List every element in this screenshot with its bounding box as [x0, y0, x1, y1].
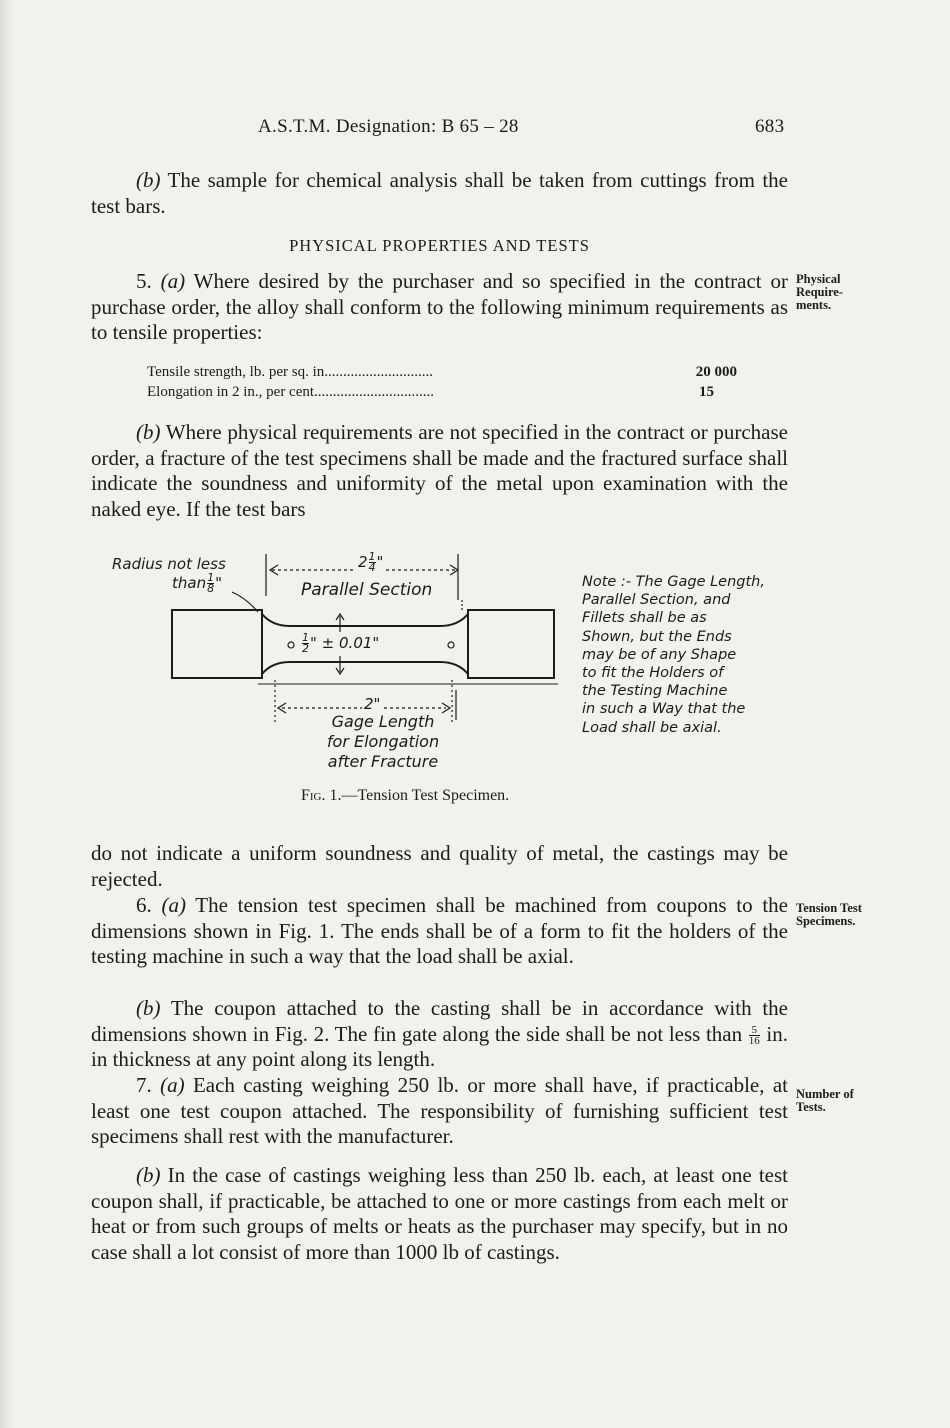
margin-note-physical-requirements: Physical Require- ments.: [796, 272, 843, 312]
item-label: (b): [136, 1163, 161, 1187]
left-grip-end: [172, 610, 262, 678]
requirement-value: 15: [699, 384, 714, 400]
fraction: $\frac{5}{16}$: [748, 1024, 760, 1048]
section-number: 7.: [136, 1073, 152, 1097]
section-number: 6.: [136, 893, 152, 917]
margin-note-tension-test-specimens: Tension Test Specimens.: [796, 901, 862, 928]
paragraph-text: Where desired by the purchaser and so specified in the contract or purchase order, the alloy shall conform to the following minimum requirements as to tensile properties:: [91, 269, 788, 345]
requirement-row: [147, 362, 737, 382]
paragraph-text: Where physical requirements are not specified in the contract or purchase order, a fracture of the test specimens shall be made and the fractured surface shall indicate the soundness and uniformity of the metal upon examination with the naked eye. If the test bars: [91, 420, 788, 521]
item-label: (a): [161, 893, 186, 917]
paragraph-5a: [91, 269, 788, 346]
requirement-row: [147, 382, 737, 402]
section-heading: PHYSICAL PROPERTIES AND TESTS: [289, 236, 590, 255]
item-label: (a): [160, 269, 186, 293]
diameter-label: $\frac{1}{2}$ " ± 0.01": [302, 631, 380, 655]
radius-label-line-2: than $\frac{1}{8}$ ": [172, 571, 222, 595]
paragraph-text: In the case of castings weighing less than 250 lb. each, at least one test coupon shall, if practicable, be attached to one or more castings from each melt or heat or from such groups of melts or heats as the purchaser may specify, but in no case shall a lot consist of more than 1000 lb of castings.: [91, 1163, 788, 1264]
right-grip-end: [468, 610, 554, 678]
item-label: (b): [136, 996, 161, 1020]
paragraph-text: Each casting weighing 250 lb. or more shall have, if practicable, at least one test coupon attached. The responsibility of furnishing sufficient test specimens shall rest with the manufacturer.: [91, 1073, 788, 1149]
item-label: (a): [160, 1073, 185, 1097]
section-number: 5.: [136, 269, 152, 293]
requirement-label: Tensile strength, lb. per sq. in.............................: [147, 364, 434, 380]
paragraph-5b-continued: do not indicate a uniform soundness and quality of metal, the castings may be rejected.: [91, 841, 788, 891]
paragraph-5b: [91, 420, 788, 522]
paragraph-text: The sample for chemical analysis shall be taken from cuttings from the test bars.: [91, 168, 788, 218]
paragraph-4b: [91, 168, 788, 219]
top-dimension-label: 2 $\frac{1}{4}$ ": [358, 550, 384, 574]
page-gutter-shadow: [0, 0, 14, 1428]
item-label: (b): [136, 420, 161, 444]
requirement-label: Elongation in 2 in., per cent................................: [147, 384, 435, 400]
figure-caption: Fig. 1.—Tension Test Specimen.: [301, 787, 510, 804]
gage-length-caption: Gage Length for Elongation after Fracture: [326, 712, 440, 771]
paragraph-7a: [91, 1073, 788, 1150]
running-header-title: A.S.T.M. Designation: B 65 – 28: [258, 116, 519, 137]
radius-label-line-1: Radius not less: [112, 555, 226, 573]
figure-note: Note :- The Gage Length, Parallel Section, and Fillets shall be as Shown, but the Ends may be of any Shape to fit the Holders of the Testing Machine in such a Way that the Load shall be axial.: [582, 574, 765, 736]
paragraph-7b: [91, 1163, 788, 1265]
paragraph-6a: [91, 893, 788, 970]
requirements-table: [147, 362, 737, 402]
paragraph-6b: (b) The coupon attached to the casting shall be in accordance with the dimensions shown in Fig. 2. The fin gate along the side shall be not less than $\frac{5}{16}$ in. in thickness at any point along its length.: [91, 996, 788, 1072]
paragraph-text: The tension test specimen shall be machined from coupons to the dimensions shown in Fig. 1. The ends shall be of a form to fit the holders of the testing machine in such a way that the load shall be axial.: [91, 893, 788, 969]
requirement-value: 20 000: [695, 364, 737, 380]
parallel-section-label: Parallel Section: [301, 580, 433, 600]
margin-note-number-of-tests: Number of Tests.: [796, 1087, 854, 1114]
gage-dimension-label: 2": [364, 695, 381, 713]
item-label: (b): [136, 168, 161, 192]
page-number: 683: [755, 116, 785, 137]
